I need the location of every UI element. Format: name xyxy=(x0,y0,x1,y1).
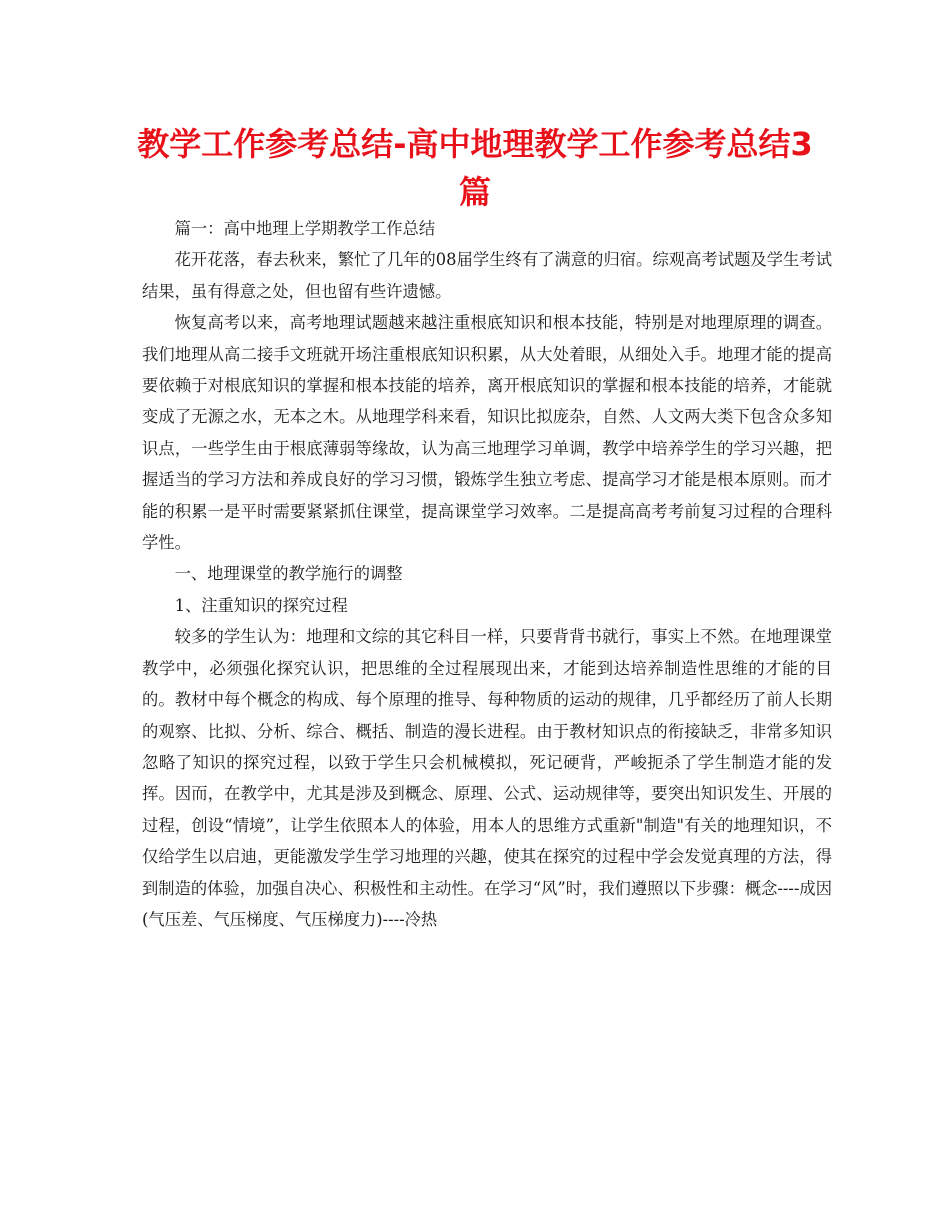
document-title: 教学工作参考总结-高中地理教学工作参考总结3篇 xyxy=(137,125,813,211)
paragraph: 恢复高考以来，高考地理试题越来越注重根底知识和根本技能，特别是对地理原理的调查。我们地理从高二接手文班就开场注重根底知识积累，从大处着眼，从细处入手。地理才能的提高要依赖于对根底知识的掌握和根本技能的培养，离开根底知识的掌握和根本技能的培养，才能就变成了无源之水，无本之木。从地理学科来看，知识比拟庞杂，自然、人文两大类下包含众多知识点，一些学生由于根底薄弱等缘故，认为高三地理学习单调，教学中培养学生的学习兴趣，把握适当的学习方法和养成良好的学习习惯，锻炼学生独立考虑、提高学习才能是根本原则。而才能的积累一是平时需要紧紧抓住课堂，提高课堂学习效率。二是提高高考考前复习过程的合理科学性。 xyxy=(142,313,832,553)
section-heading: 一、地理课堂的教学施行的调整 xyxy=(174,564,403,584)
paragraph: 较多的学生认为：地理和文综的其它科目一样，只要背背书就行，事实上不然。在地理课堂教学中，必须强化探究认识，把思维的全过程展现出来，才能到达培养制造性思维的才能的目的。教材中每个概念的构成、每个原理的推导、每种物质的运动的规律，几乎都经历了前人长期的观察、比拟、分析、综合、概括、制造的漫长进程。由于教材知识点的衔接缺乏，非常多知识忽略了知识的探究过程，以致于学生只会机械模拟，死记硬背，严峻扼杀了学生制造才能的发挥。因而，在教学中，尤其是涉及到概念、原理、公式、运动规律等，要突出知识发生、开展的过程，创设“情境”，让学生依照本人的体验，用本人的思维方式重新"制造"有关的地理知识，不仅给学生以启迪，更能激发学生学习地理的兴趣，使其在探究的过程中学会发觉真理的方法，得到制造的体验，加强自决心、积极性和主动性。在学习“风”时，我们遵照以下步骤：概念----成因(气压差、气压梯度、气压梯度力)----冷热 xyxy=(142,627,832,929)
subsection-heading: 1、注重知识的探究过程 xyxy=(174,595,348,615)
section-heading: 篇一：高中地理上学期教学工作总结 xyxy=(174,219,436,238)
document-body xyxy=(142,213,832,935)
paragraph: 花开花落，春去秋来，繁忙了几年的08届学生终有了满意的归宿。综观高考试题及学生考试结果，虽有得意之处，但也留有些许遗憾。 xyxy=(142,250,832,301)
